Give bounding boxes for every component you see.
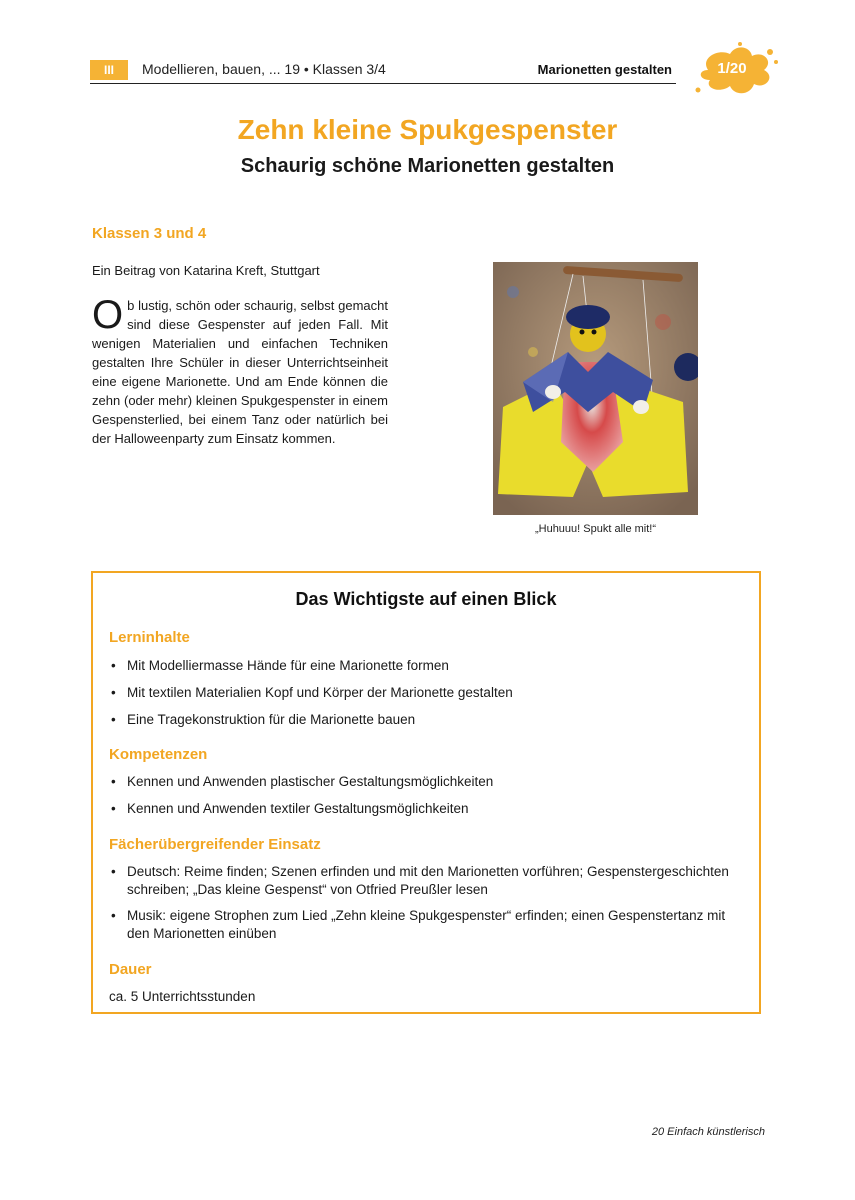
photo-caption: „Huhuuu! Spukt alle mit!“: [534, 523, 657, 535]
author-line: Ein Beitrag von Katarina Kreft, Stuttgart: [92, 263, 320, 278]
marionette-photo: [493, 262, 698, 515]
overview-title: Das Wichtigste auf einen Blick: [295, 589, 557, 609]
dauer-heading: Dauer: [109, 961, 152, 978]
topic-label: Marionetten gestalten: [537, 62, 672, 77]
overview-box: [91, 571, 761, 1014]
grade-level: Klassen 3 und 4: [92, 225, 207, 242]
list-item: • Kennen und Anwenden textiler Gestaltungsmöglichkeiten: [109, 800, 749, 818]
section-tab: III: [90, 60, 128, 80]
list-item: • Eine Tragekonstruktion für die Marionette bauen: [109, 711, 749, 729]
list-item: • Kennen und Anwenden plastischer Gestaltungsmöglichkeiten: [109, 773, 749, 791]
page-header: [90, 58, 762, 84]
intro-paragraph: [92, 293, 388, 448]
intro-text: b lustig, schön oder schaurig, selbst gemacht sind diese Gespenster auf jeden Fall. Mit wenigen Materialien und einfachen Techniken gestalten Ihre Schüler in dieser Unterrichtseinheit eine eigene Marionette. Und am Ende können die zehn (oder mehr) kleinen Spukgespenster in einem Gespensterlied, bei einem Tanz oder natürlich bei der Halloweenparty zum Einsatz kommen.: [92, 298, 388, 446]
drop-cap: O: [92, 293, 124, 337]
einsatz-heading: Fächerübergreifender Einsatz: [109, 836, 321, 853]
page-subtitle: Schaurig schöne Marionetten gestalten: [240, 155, 615, 177]
lerninhalte-heading: Lerninhalte: [109, 629, 190, 646]
page-title: Zehn kleine Spukgespenster: [237, 114, 618, 145]
kompetenzen-heading: Kompetenzen: [109, 746, 208, 763]
list-item: • Deutsch: Reime finden; Szenen erfinden und mit den Marionetten vorführen; Gespenstergeschichten schreiben; „Das kleine Gespenst“ von Otfried Preußler lesen: [109, 863, 749, 899]
page-number: 1/20: [717, 60, 747, 77]
page-footer: 20 Einfach künstlerisch: [651, 1126, 765, 1138]
list-item: • Mit Modelliermasse Hände für eine Marionette formen: [109, 657, 749, 675]
breadcrumb: Modellieren, bauen, ... 19 • Klassen 3/4: [142, 61, 386, 77]
list-item: • Musik: eigene Strophen zum Lied „Zehn kleine Spukgespenster“ erfinden; einen Gespenstertanz mit den Marionetten einüben: [109, 907, 749, 943]
list-item: • Mit textilen Materialien Kopf und Körper der Marionette gestalten: [109, 684, 749, 702]
header-divider: [90, 83, 676, 84]
dauer-text: ca. 5 Unterrichtsstunden: [109, 989, 256, 1004]
